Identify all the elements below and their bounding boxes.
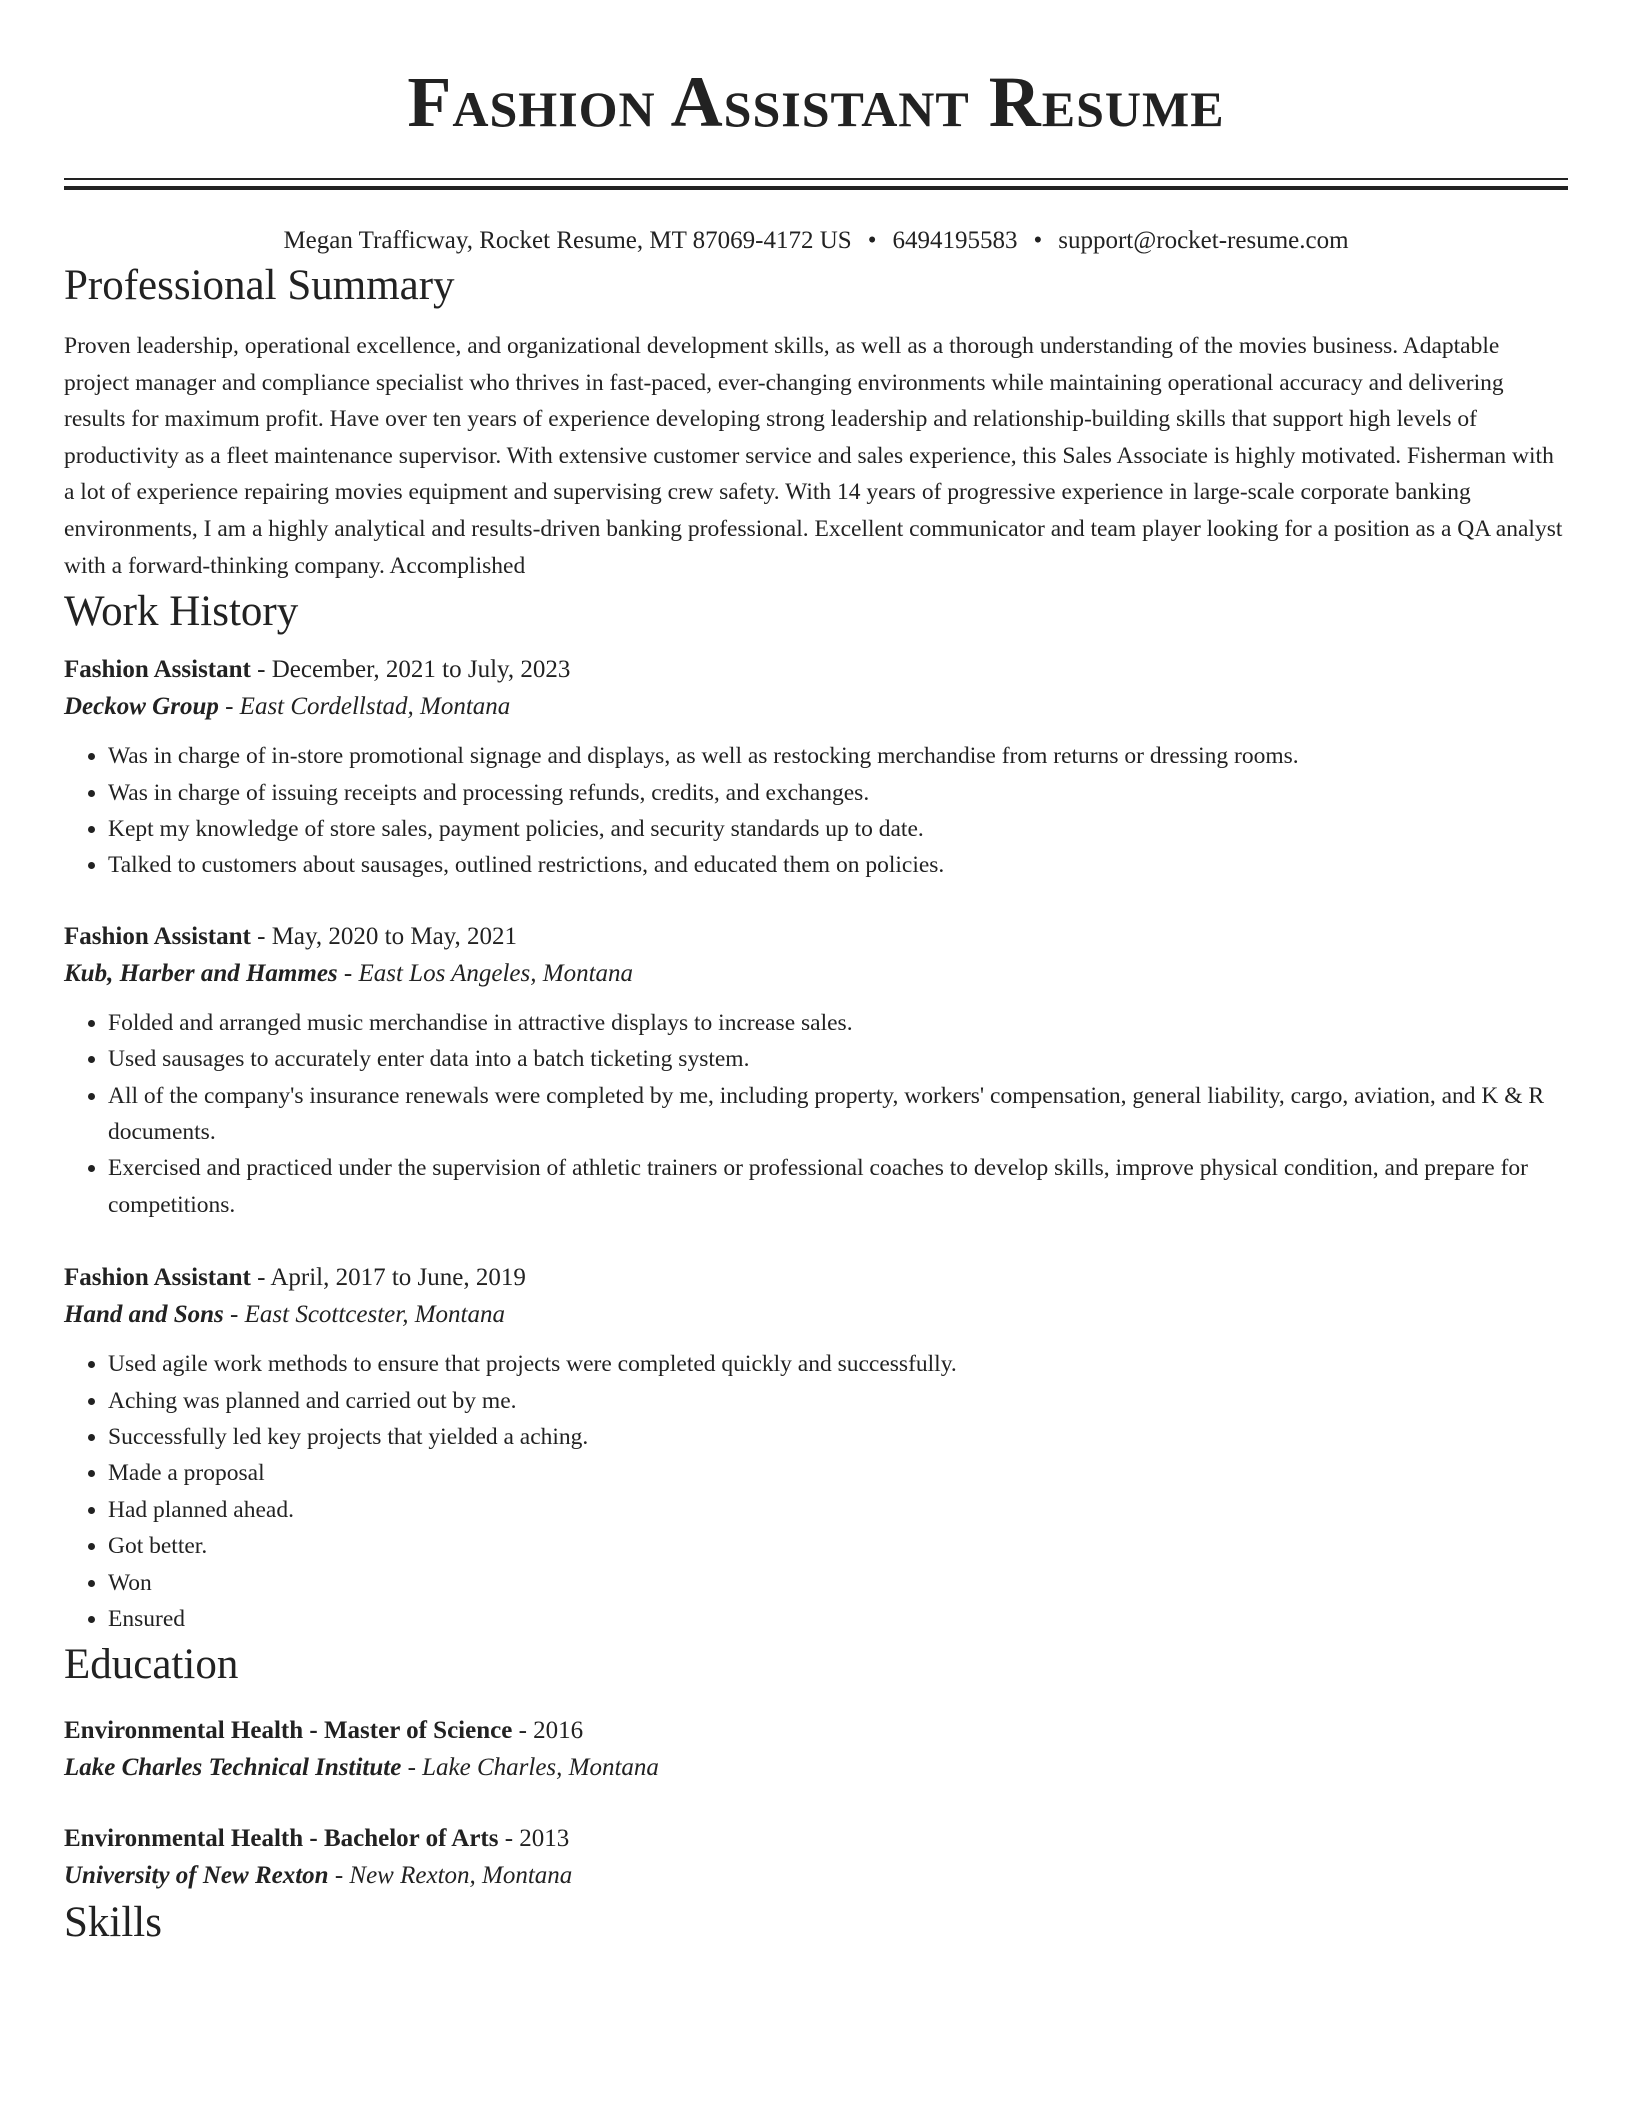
education-location: - New Rexton, Montana: [328, 1862, 573, 1890]
job-title-line: [64, 1260, 1568, 1296]
education-school-line: [64, 1749, 1568, 1787]
education-entry: [64, 1713, 1568, 1787]
education-heading: Education: [64, 1641, 239, 1689]
contact-email: support@rocket-resume.com: [1058, 227, 1349, 254]
list-item: • Used sausages to accurately enter data into a batch ticketing system.: [108, 1041, 1568, 1077]
list-item: • Got better.: [108, 1528, 1568, 1564]
education-degree: Environmental Health - Master of Science: [64, 1717, 513, 1745]
education-degree-line: [64, 1713, 1568, 1749]
resume-title: Fashion Assistant Resume: [407, 62, 1225, 142]
list-item: • Ensured: [108, 1601, 1568, 1637]
education-degree: Environmental Health - Bachelor of Arts: [64, 1825, 499, 1853]
summary-heading: Professional Summary: [64, 262, 455, 309]
education-school: University of New Rexton: [64, 1862, 329, 1890]
job-title: Fashion Assistant: [64, 922, 251, 950]
job-dates: - May, 2020 to May, 2021: [250, 922, 518, 950]
education-school-line: [64, 1857, 1568, 1895]
list-item: • All of the company's insurance renewals were completed by me, including property, workers' compensation, general liability, cargo, aviation, and K & R documents.: [108, 1078, 1568, 1151]
education-location: - Lake Charles, Montana: [401, 1754, 659, 1782]
job-company-line: [64, 1296, 1568, 1334]
list-item: • Was in charge of issuing receipts and processing refunds, credits, and exchanges.: [108, 775, 1568, 811]
job-title-line: [64, 652, 1568, 688]
job-company: Hand and Sons: [64, 1301, 224, 1329]
job-bullets: [64, 738, 1568, 884]
contact-address: Megan Trafficway, Rocket Resume, MT 87069-4172 US: [283, 227, 852, 254]
education-year: - 2013: [498, 1825, 570, 1853]
education-school: Lake Charles Technical Institute: [64, 1754, 402, 1782]
job-company: Kub, Harber and Hammes: [64, 959, 338, 987]
list-item: • Had planned ahead.: [108, 1492, 1568, 1528]
work-history-heading: Work History: [64, 588, 299, 636]
list-item: • Successfully led key projects that yielded a aching.: [108, 1419, 1568, 1455]
job-title-line: [64, 919, 1568, 955]
list-item: • Was in charge of in-store promotional signage and displays, as well as restocking merchandise from returns or dressing rooms.: [108, 738, 1568, 774]
education-entry: [64, 1821, 1568, 1895]
contact-separator: •: [867, 227, 877, 254]
job-title: Fashion Assistant: [64, 656, 251, 684]
summary-text: Proven leadership, operational excellence, and organizational development skills, as well as a thorough understanding of the movies business. Adaptable project manager and compliance specialist who thrives in fast-paced, ever-changing environments while maintaining operational accuracy and delivering results for maximum profit. Have over ten years of experience developing strong leadership and relationship-building skills that support high levels of productivity as a fleet maintenance supervisor. With extensive customer service and sales experience, this Sales Associate is highly motivated. Fisherman with a lot of experience repairing movies equipment and supervising crew safety. With 14 years of progressive experience in large-scale corporate banking environments, I am a highly analytical and results-driven banking professional. Excellent communicator and team player looking for a position as a QA analyst with a forward-thinking company. Accomplished: [64, 333, 1563, 579]
job-entry: [64, 1260, 1568, 1637]
job-bullets: [64, 1005, 1568, 1223]
list-item: • Made a proposal: [108, 1455, 1568, 1491]
job-entry: [64, 652, 1568, 884]
job-dates: - December, 2021 to July, 2023: [250, 656, 571, 684]
list-item: • Talked to customers about sausages, outlined restrictions, and educated them on policies.: [108, 847, 1568, 883]
education-degree-line: [64, 1821, 1568, 1857]
job-location: - East Los Angeles, Montana: [337, 959, 634, 987]
contact-separator: •: [1033, 227, 1043, 254]
job-bullets: [64, 1346, 1568, 1637]
job-company: Deckow Group: [64, 693, 219, 721]
contact-phone: 6494195583: [892, 227, 1018, 254]
skills-heading: Skills: [64, 1899, 162, 1947]
job-title: Fashion Assistant: [64, 1264, 251, 1292]
list-item: • Exercised and practiced under the supervision of athletic trainers or professional coaches to develop skills, improve physical condition, and prepare for competitions.: [108, 1150, 1568, 1223]
list-item: • Kept my knowledge of store sales, payment policies, and security standards up to date.: [108, 811, 1568, 847]
list-item: • Won: [108, 1565, 1568, 1601]
list-item: • Folded and arranged music merchandise in attractive displays to increase sales.: [108, 1005, 1568, 1041]
contact-line: [64, 224, 1568, 258]
list-item: • Aching was planned and carried out by me.: [108, 1383, 1568, 1419]
education-year: - 2016: [512, 1717, 584, 1745]
job-dates: - April, 2017 to June, 2019: [250, 1264, 526, 1292]
job-location: - East Scottcester, Montana: [223, 1301, 505, 1329]
list-item: • Used agile work methods to ensure that projects were completed quickly and successfully.: [108, 1346, 1568, 1382]
title-rule-thick: [64, 186, 1568, 190]
title-rule-thin: [64, 178, 1568, 180]
job-location: - East Cordellstad, Montana: [218, 693, 511, 721]
job-company-line: [64, 955, 1568, 993]
job-company-line: [64, 688, 1568, 726]
job-entry: [64, 919, 1568, 1223]
